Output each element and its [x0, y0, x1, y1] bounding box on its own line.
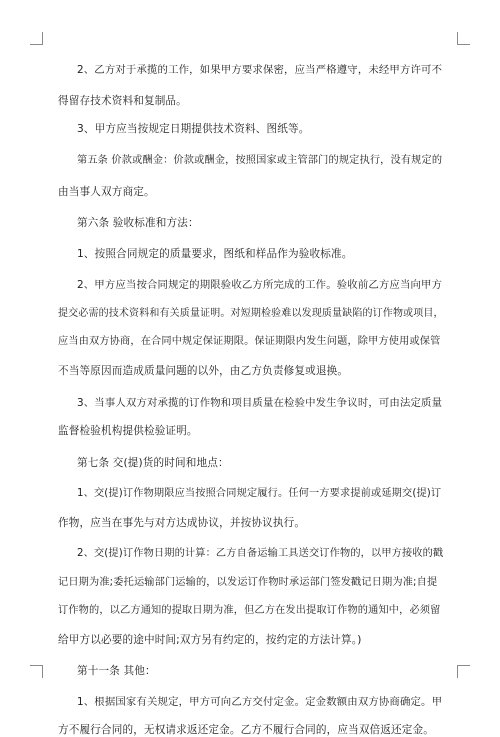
section-heading: 第六条 验收标准和方法： [77, 217, 199, 229]
crop-mark-top-left [30, 32, 43, 45]
section-heading: 第十一条 其他： [77, 665, 156, 677]
paragraph-line: 监督检验机构提供检验证明。 [58, 425, 198, 437]
paragraph-line: 2、交(提)订作物日期的计算：乙方自备运输工具送交订作物的，以甲方接收的戳 [77, 548, 444, 559]
crop-mark-bottom-right [457, 665, 470, 678]
paragraph-line: 应当由双方协商，在合同中规定保证期限。保证期限内发生问题，除甲方使用或保管 [58, 336, 441, 347]
crop-mark-top-right [457, 32, 470, 45]
paragraph-line: 3、当事人双方对承揽的订作物和项目质量在检验中发生争议时，可由法定质量 [77, 397, 443, 409]
paragraph-line: 3、甲方应当按规定日期提供技术资料、图纸等。 [77, 123, 310, 135]
paragraph-line: 方不履行合同的，无权请求返还定金。乙方不履行合同的，应当双倍返还定金。 [58, 724, 435, 736]
paragraph-line: 得留存技术资料和复制品。 [58, 95, 187, 107]
paragraph-line: 由当事人双方商定。 [58, 186, 155, 198]
paragraph-line: 提交必需的技术资料和有关质量证明。对短期检验难以发现质量缺陷的订作物或项目， [58, 308, 444, 319]
paragraph-line: 不当等原因而造成质量问题的以外，由乙方负责修复或退换。 [58, 365, 349, 377]
paragraph-line: 给甲方以必要的途中时间;双方另有约定的，按约定的方法计算。) [58, 634, 362, 646]
section-heading: 第七条 交(提)货的时间和地点： [77, 457, 229, 469]
paragraph-line: 1、按照合同规定的质量要求，图纸和样品作为验收标准。 [77, 248, 353, 260]
paragraph-line: 作物，应当在事先与对方达成协议，并按协议执行。 [58, 517, 306, 529]
paragraph-line: 订作物的，以乙方通知的提取日期为准，但乙方在发出提取订作物的通知中，必须留 [58, 605, 441, 616]
section-heading: 第五条 价款或酬金：价款或酬金，按照国家或主管部门的规定执行，没有规定的 [77, 155, 443, 166]
paragraph-line: 2、乙方对于承揽的工作，如果甲方要求保密，应当严格遵守，未经甲方许可不 [77, 64, 443, 76]
paragraph-line: 1、根据国家有关规定，甲方可向乙方交付定金。定金数额由双方协商确定。甲 [77, 696, 443, 708]
paragraph-line: 2、甲方应当按合同规定的期限验收乙方所完成的工作。验收前乙方应当向甲方 [77, 279, 443, 291]
paragraph-line: 记日期为准;委托运输部门运输的，以发运订作物时承运部门签发戳记日期为准;自提 [58, 577, 438, 588]
crop-mark-bottom-left [30, 665, 43, 678]
paragraph-line: 1、交(提)订作物期限应当按照合同规定履行。任何一方要求提前或延期交(提)订 [77, 488, 442, 499]
